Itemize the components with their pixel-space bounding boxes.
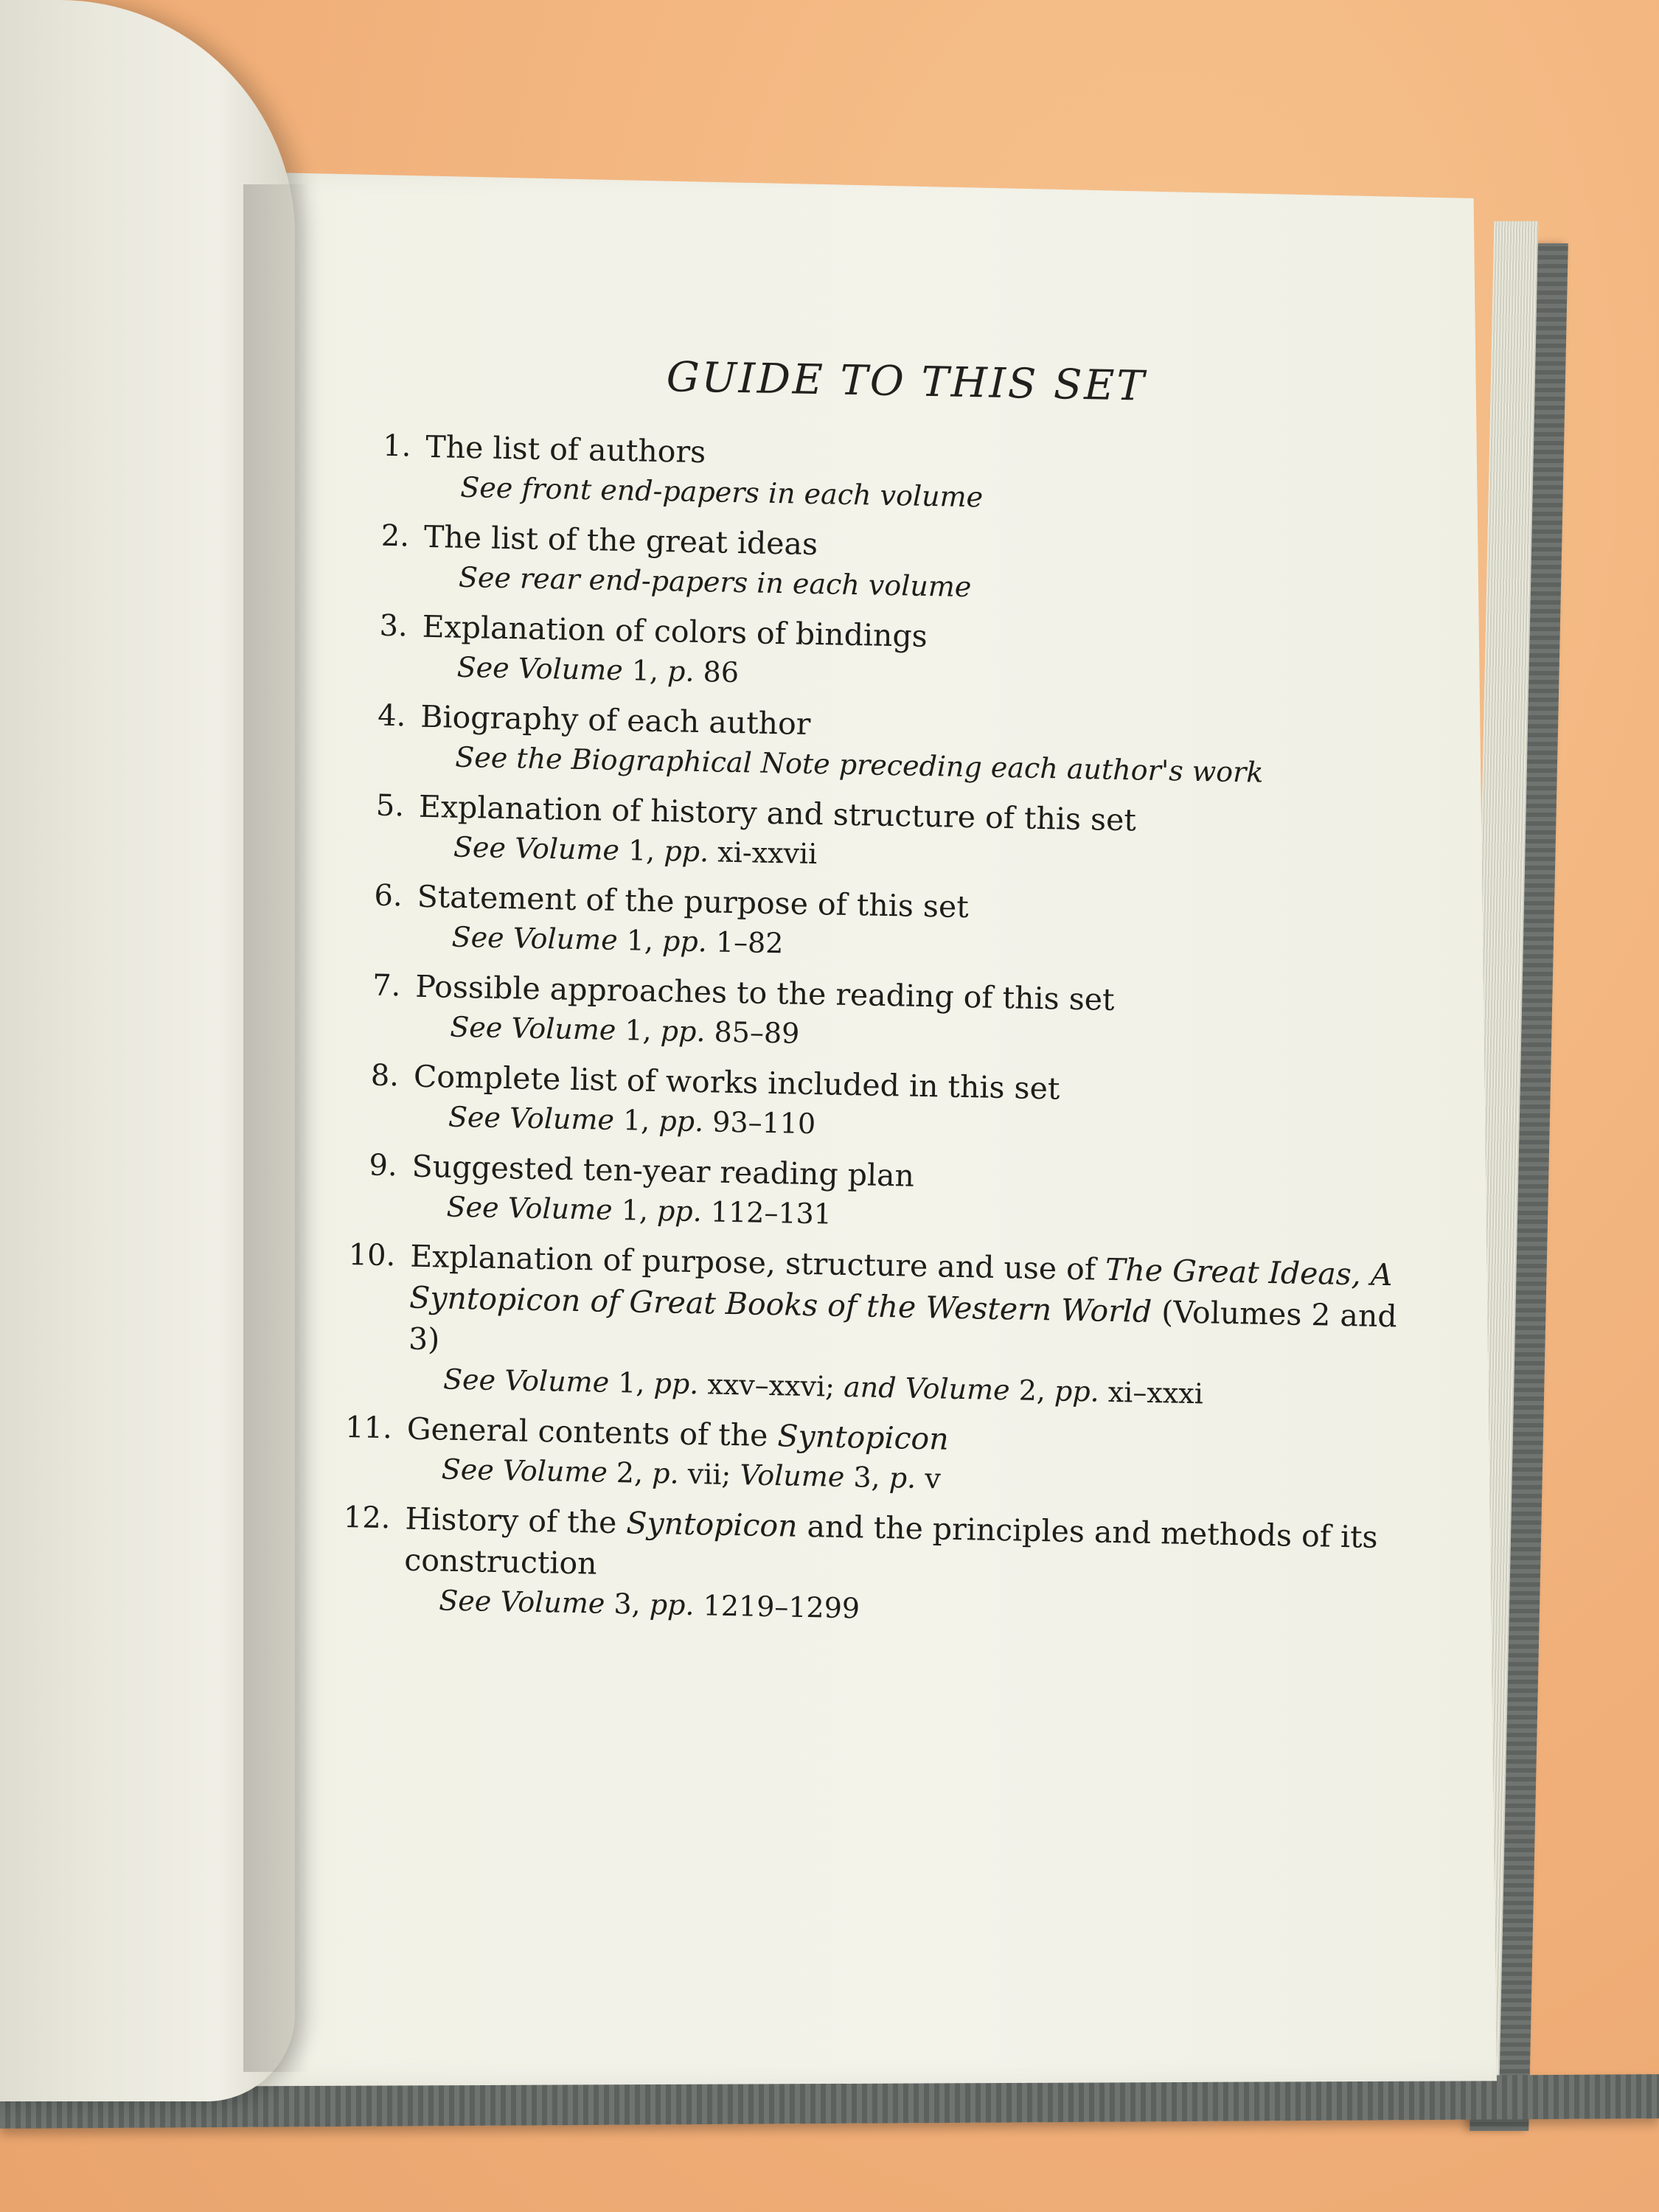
ref-see-volume: See Volume: [453, 830, 620, 866]
ref-page-abbr: pp.: [661, 925, 708, 959]
item-heading: The list of authors: [425, 428, 706, 470]
item-heading: Explanation of history and structure of this set: [418, 788, 1137, 838]
ref-pages-2: xi–xxxi: [1107, 1375, 1204, 1411]
item-number: 3.: [379, 608, 408, 644]
ref-page-abbr: p.: [651, 1457, 680, 1490]
item-reference: See front end-papers in each volume: [459, 470, 984, 514]
gutter-shadow: [243, 184, 310, 2072]
ref-page-abbr: pp.: [658, 1105, 704, 1138]
item-heading: Explanation of colors of bindings: [422, 608, 928, 654]
list-item: [302, 1054, 1439, 1155]
heading-volumes: (Volumes 2 and 3): [408, 1294, 1398, 1357]
item-number: 2.: [380, 518, 410, 554]
item-number: 8.: [370, 1058, 400, 1093]
ref-see-volume: See Volume: [442, 1363, 610, 1399]
item-number: 9.: [369, 1148, 398, 1183]
list-item: [305, 874, 1442, 975]
ref-see-volume: See Volume: [449, 1010, 616, 1046]
item-number: 4.: [377, 698, 406, 734]
ref-pages: 93–110: [712, 1105, 816, 1141]
item-number: 7.: [372, 968, 401, 1004]
list-item: [297, 1234, 1436, 1418]
ref-pages-2: v: [924, 1462, 942, 1495]
ref-volume-number: 1,: [617, 1366, 645, 1399]
item-heading: Suggested ten-year reading plan: [411, 1148, 915, 1194]
ref-volume-number: 2,: [616, 1456, 644, 1489]
item-heading: Biography of each author: [420, 698, 811, 742]
ref-page-abbr: pp.: [656, 1194, 703, 1228]
heading-text-2: and the principles and methods of its construction: [403, 1509, 1379, 1582]
ref-pages: vii;: [687, 1457, 731, 1492]
item-number: 12.: [343, 1500, 391, 1536]
item-number: 10.: [348, 1238, 396, 1273]
ref-page-abbr-2: p.: [888, 1461, 917, 1495]
ref-page-abbr: pp.: [653, 1367, 699, 1401]
item-heading: [408, 1236, 1436, 1380]
item-heading: Possible approaches to the reading of this set: [414, 968, 1115, 1018]
ref-pages: xxv–xxvi;: [707, 1368, 835, 1403]
list-item: [307, 784, 1444, 886]
ref-volume-number: 1,: [626, 924, 654, 957]
ref-see-volume: See Volume: [451, 920, 619, 956]
heading-text: Explanation of purpose, structure and use of: [409, 1238, 1096, 1287]
item-heading: Statement of the purpose of this set: [417, 878, 970, 925]
ref-page-abbr-2: pp.: [1054, 1374, 1100, 1408]
ref-pages: 1–82: [715, 925, 784, 960]
ref-page-abbr: pp.: [660, 1015, 706, 1048]
list-item: [314, 424, 1451, 526]
page-title: GUIDE TO THIS SET: [666, 353, 1147, 411]
heading-text: General contents of the: [406, 1411, 768, 1454]
heading-work-title: Syntopicon: [625, 1505, 799, 1544]
item-number: 11.: [344, 1411, 393, 1446]
ref-page-abbr: pp.: [664, 835, 709, 869]
ref-pages: 85–89: [714, 1015, 800, 1050]
ref-page-abbr: pp.: [649, 1587, 695, 1622]
ref-pages: 1219–1299: [703, 1589, 860, 1625]
item-heading: Complete list of works included in this set: [413, 1058, 1060, 1107]
item-number: 6.: [374, 878, 403, 914]
ref-volume-2: Volume: [740, 1458, 845, 1494]
ref-and-volume: and Volume: [843, 1370, 1011, 1407]
ref-see-volume: See Volume: [441, 1453, 608, 1489]
ref-pages: xi-xxvii: [717, 835, 818, 871]
heading-work-title: The Great Ideas, A Syntopicon of Great Books of the Western World: [408, 1251, 1393, 1329]
ref-volume-number: 1,: [625, 1014, 653, 1047]
ref-volume-number: 1,: [622, 1104, 650, 1137]
ref-see-volume: See Volume: [448, 1100, 615, 1136]
ref-volume-number: 1,: [627, 834, 655, 867]
list-item: [295, 1406, 1432, 1508]
item-number: 1.: [382, 428, 411, 464]
ref-see-volume: See Volume: [456, 650, 624, 687]
ref-volume-number-2: 2,: [1018, 1374, 1046, 1408]
ref-page-abbr: p.: [667, 655, 695, 688]
ref-pages: 86: [703, 655, 740, 689]
list-item: [300, 1144, 1437, 1245]
list-item: [304, 964, 1441, 1065]
item-heading: The list of the great ideas: [423, 518, 818, 563]
ref-volume-number: 1,: [631, 654, 659, 687]
item-reference: See rear end-papers in each volume: [458, 560, 972, 604]
heading-work-title: Syntopicon: [777, 1418, 950, 1457]
list-item: [293, 1496, 1430, 1639]
heading-text: History of the: [405, 1500, 617, 1541]
item-reference: See the Biographical Note preceding each author's work: [454, 740, 1264, 789]
ref-volume-number: 3,: [613, 1587, 641, 1621]
ref-see-volume: See Volume: [438, 1584, 605, 1620]
ref-volume-number: 1,: [621, 1194, 649, 1227]
page-text: [293, 347, 1453, 1649]
list-item: [313, 514, 1450, 616]
list-item: [310, 604, 1447, 706]
ref-volume-number-2: 3,: [853, 1461, 881, 1494]
item-number: 5.: [375, 788, 405, 824]
list-item: [309, 694, 1446, 796]
ref-see-volume: See Volume: [446, 1190, 613, 1226]
ref-pages: 112–131: [710, 1195, 832, 1231]
